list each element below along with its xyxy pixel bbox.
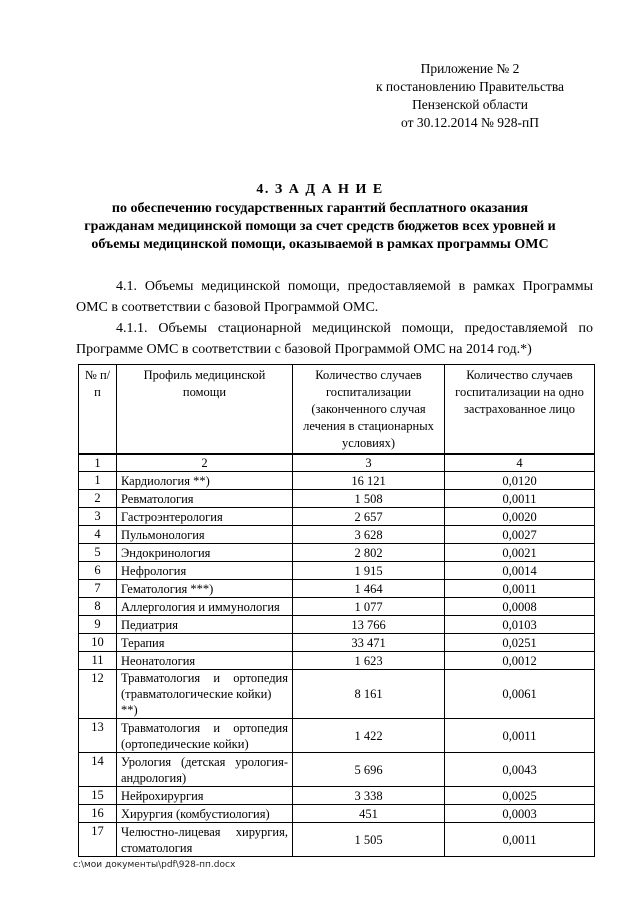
row-cases: 3 338	[293, 787, 445, 805]
row-per-person: 0,0061	[445, 670, 595, 719]
row-per-person: 0,0251	[445, 634, 595, 652]
header-number: № п/п	[79, 365, 117, 455]
row-profile-line2: стоматология	[121, 840, 193, 855]
table-row	[79, 634, 595, 652]
row-per-person: 0,0011	[445, 719, 595, 753]
row-number: 15	[79, 787, 117, 805]
table-row	[79, 526, 595, 544]
row-per-person: 0,0103	[445, 616, 595, 634]
row-per-person: 0,0020	[445, 508, 595, 526]
row-cases: 13 766	[293, 616, 445, 634]
row-profile: Хирургия (комбустиология)	[117, 805, 293, 823]
header-per-person: Количество случаев госпитализации на одно застрахованное лицо	[445, 365, 595, 455]
row-number: 11	[79, 652, 117, 670]
section-4-1: 4.1. Объемы медицинской помощи, предоставляемой в рамках Программы ОМС в соответствии с базовой Программой ОМС.	[76, 279, 593, 315]
row-cases: 1 508	[293, 490, 445, 508]
table-row	[79, 753, 595, 787]
row-profile: Терапия	[117, 634, 293, 652]
row-number: 8	[79, 598, 117, 616]
column-number: 3	[293, 454, 445, 472]
row-number: 12	[79, 670, 117, 719]
row-profile: Пульмонология	[117, 526, 293, 544]
section-4-1-1: 4.1.1. Объемы стационарной медицинской помощи, предоставляемой по Программе ОМС в соответствии с базовой Программой ОМС на 2014 год.*)	[76, 321, 593, 357]
file-path-footer: c:\мои документы\pdf\928-пп.docx	[73, 860, 236, 870]
row-profile: Эндокринология	[117, 544, 293, 562]
row-profile: Кардиология **)	[117, 472, 293, 490]
table-row	[79, 508, 595, 526]
table-row	[79, 616, 595, 634]
row-per-person: 0,0043	[445, 753, 595, 787]
row-cases: 451	[293, 805, 445, 823]
row-cases: 1 422	[293, 719, 445, 753]
row-profile-line1: Травматология и ортопедия	[121, 720, 288, 735]
table-row	[79, 719, 595, 753]
document-title: 4. З А Д А Н И Е	[256, 182, 384, 197]
table-row	[79, 580, 595, 598]
row-profile-line1: Челюстно-лицевая хирургия,	[121, 824, 288, 839]
row-per-person: 0,0027	[445, 526, 595, 544]
document-subtitle-line2: гражданам медицинской помощи за счет средств бюджетов всех уровней и	[84, 219, 556, 234]
row-profile: Аллергология и иммунология	[117, 598, 293, 616]
row-profile: Нефрология	[117, 562, 293, 580]
row-profile: Гастроэнтерология	[117, 508, 293, 526]
row-number: 9	[79, 616, 117, 634]
document-subtitle-line1: по обеспечению государственных гарантий бесплатного оказания	[111, 201, 529, 216]
column-number: 1	[79, 454, 117, 472]
table-row	[79, 544, 595, 562]
row-per-person: 0,0011	[445, 490, 595, 508]
row-per-person: 0,0003	[445, 805, 595, 823]
hospitalization-table	[78, 364, 595, 857]
row-per-person: 0,0012	[445, 652, 595, 670]
row-cases: 3 628	[293, 526, 445, 544]
row-profile	[117, 719, 293, 753]
row-per-person: 0,0011	[445, 823, 595, 857]
row-number: 16	[79, 805, 117, 823]
row-number: 5	[79, 544, 117, 562]
row-per-person: 0,0011	[445, 580, 595, 598]
row-profile: Гематология ***)	[117, 580, 293, 598]
row-number: 4	[79, 526, 117, 544]
row-cases: 1 505	[293, 823, 445, 857]
column-number-row	[79, 454, 595, 472]
table-row	[79, 652, 595, 670]
row-profile	[117, 670, 293, 719]
row-number: 10	[79, 634, 117, 652]
row-profile-line1: Травматология и ортопедия	[121, 671, 288, 685]
appendix-block	[340, 60, 600, 132]
table-row	[79, 787, 595, 805]
column-number: 2	[117, 454, 293, 472]
row-number: 7	[79, 580, 117, 598]
row-profile: Ревматология	[117, 490, 293, 508]
table-row	[79, 805, 595, 823]
row-per-person: 0,0014	[445, 562, 595, 580]
row-profile	[117, 753, 293, 787]
row-per-person: 0,0025	[445, 787, 595, 805]
row-profile-line2: (ортопедические койки)	[121, 736, 249, 751]
row-cases: 2 802	[293, 544, 445, 562]
row-profile: Педиатрия	[117, 616, 293, 634]
appendix-ref: к постановлению Правительства	[375, 79, 565, 94]
appendix-date: от 30.12.2014 № 928-пП	[401, 115, 539, 130]
row-per-person: 0,0008	[445, 598, 595, 616]
row-cases: 5 696	[293, 753, 445, 787]
row-cases: 1 077	[293, 598, 445, 616]
table-row	[79, 562, 595, 580]
row-number: 6	[79, 562, 117, 580]
row-cases: 1 915	[293, 562, 445, 580]
row-profile-line1: Урология (детская урология-	[121, 754, 288, 769]
row-number: 2	[79, 490, 117, 508]
header-cases: Количество случаев госпитализации (законченного случая лечения в стационарных условиях)	[293, 365, 445, 455]
appendix-number: Приложение № 2	[420, 61, 520, 76]
appendix-region: Пензенской области	[412, 97, 528, 112]
row-cases: 16 121	[293, 472, 445, 490]
table-row	[79, 598, 595, 616]
row-number: 13	[79, 719, 117, 753]
row-per-person: 0,0021	[445, 544, 595, 562]
row-cases: 33 471	[293, 634, 445, 652]
table-header-row	[79, 365, 595, 455]
row-per-person: 0,0120	[445, 472, 595, 490]
table-row	[79, 490, 595, 508]
column-number: 4	[445, 454, 595, 472]
row-cases: 8 161	[293, 670, 445, 719]
row-cases: 1 464	[293, 580, 445, 598]
row-number: 14	[79, 753, 117, 787]
row-number: 17	[79, 823, 117, 857]
row-profile	[117, 823, 293, 857]
row-cases: 2 657	[293, 508, 445, 526]
table-row	[79, 823, 595, 857]
row-profile: Нейрохирургия	[117, 787, 293, 805]
row-profile: Неонатология	[117, 652, 293, 670]
header-profile: Профиль медицинской помощи	[117, 365, 293, 455]
row-cases: 1 623	[293, 652, 445, 670]
table-row	[79, 472, 595, 490]
table-row	[79, 670, 595, 719]
row-number: 1	[79, 472, 117, 490]
row-profile-line2: андрология)	[121, 770, 187, 785]
row-profile-line2: (травматологические койки) **)	[121, 687, 272, 717]
document-subtitle-line3: объемы медицинской помощи, оказываемой в рамках программы ОМС	[91, 237, 549, 252]
row-number: 3	[79, 508, 117, 526]
